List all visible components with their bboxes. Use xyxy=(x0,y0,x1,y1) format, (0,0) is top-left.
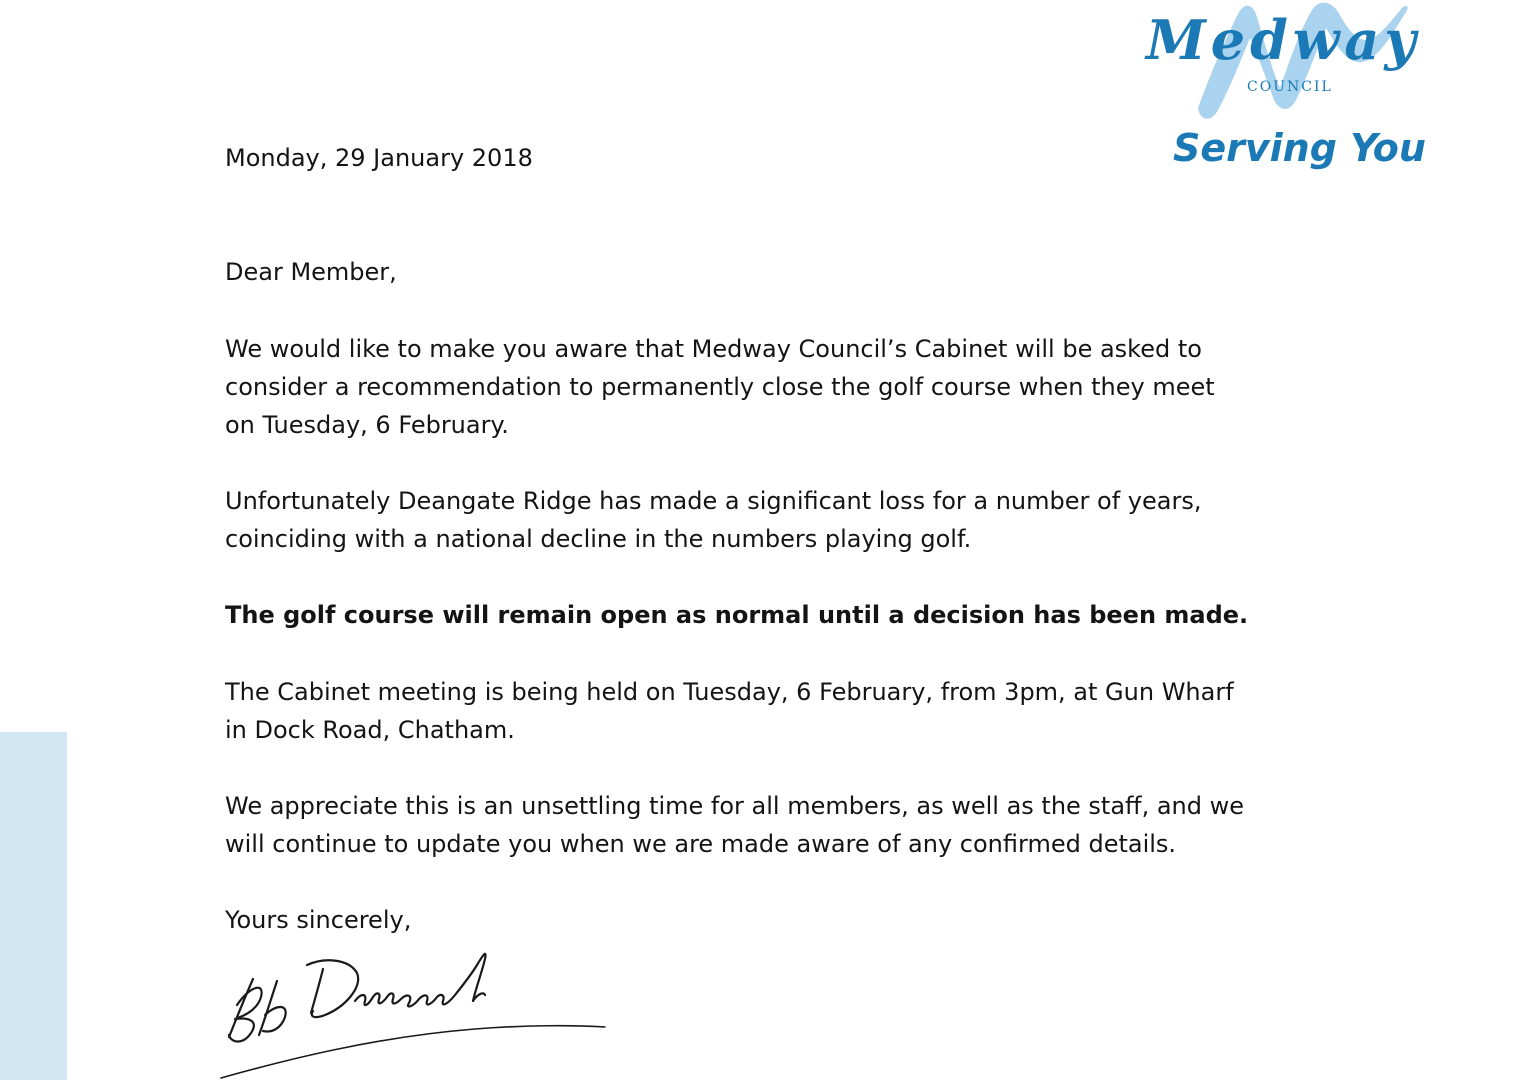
letter-salutation: Dear Member, xyxy=(225,258,397,286)
text-line: consider a recommendation to permanently close the golf course when they meet xyxy=(225,373,1215,401)
handwritten-signature xyxy=(215,935,615,1080)
text-line: in Dock Road, Chatham. xyxy=(225,716,515,744)
paragraph-financial-loss xyxy=(225,482,1305,558)
text-line: on Tuesday, 6 February. xyxy=(225,411,509,439)
logo-tagline: Serving You xyxy=(1173,126,1426,170)
text-line: coinciding with a national decline in the numbers playing golf. xyxy=(225,525,972,553)
logo-name: Medway xyxy=(1146,8,1421,72)
decorative-side-strip xyxy=(0,732,67,1080)
signature-stroke xyxy=(229,988,262,1042)
signature-stroke xyxy=(311,969,323,1013)
text-line: will continue to update you when we are made aware of any confirmed details. xyxy=(225,830,1177,858)
bold-notice: The golf course will remain open as normal until a decision has been made. xyxy=(225,601,1249,629)
paragraph-cabinet-recommendation xyxy=(225,330,1305,444)
text-line: The Cabinet meeting is being held on Tuesday, 6 February, from 3pm, at Gun Wharf xyxy=(225,678,1234,706)
signature-stroke xyxy=(355,954,486,1007)
text-line: We appreciate this is an unsettling time for all members, as well as the staff, and we xyxy=(225,792,1245,820)
paragraph-updates xyxy=(225,787,1305,863)
signature-stroke xyxy=(229,979,253,1037)
letter-closing: Yours sincerely, xyxy=(225,906,412,934)
text-line: We would like to make you aware that Medway Council’s Cabinet will be asked to xyxy=(225,335,1202,363)
letter-date: Monday, 29 January 2018 xyxy=(225,144,533,172)
signature-stroke xyxy=(307,960,358,1017)
text-line: Unfortunately Deangate Ridge has made a significant loss for a number of years, xyxy=(225,487,1202,515)
signature-underline xyxy=(221,1026,605,1078)
paragraph-meeting-details xyxy=(225,673,1305,749)
logo-subtitle: COUNCIL xyxy=(1247,79,1333,95)
